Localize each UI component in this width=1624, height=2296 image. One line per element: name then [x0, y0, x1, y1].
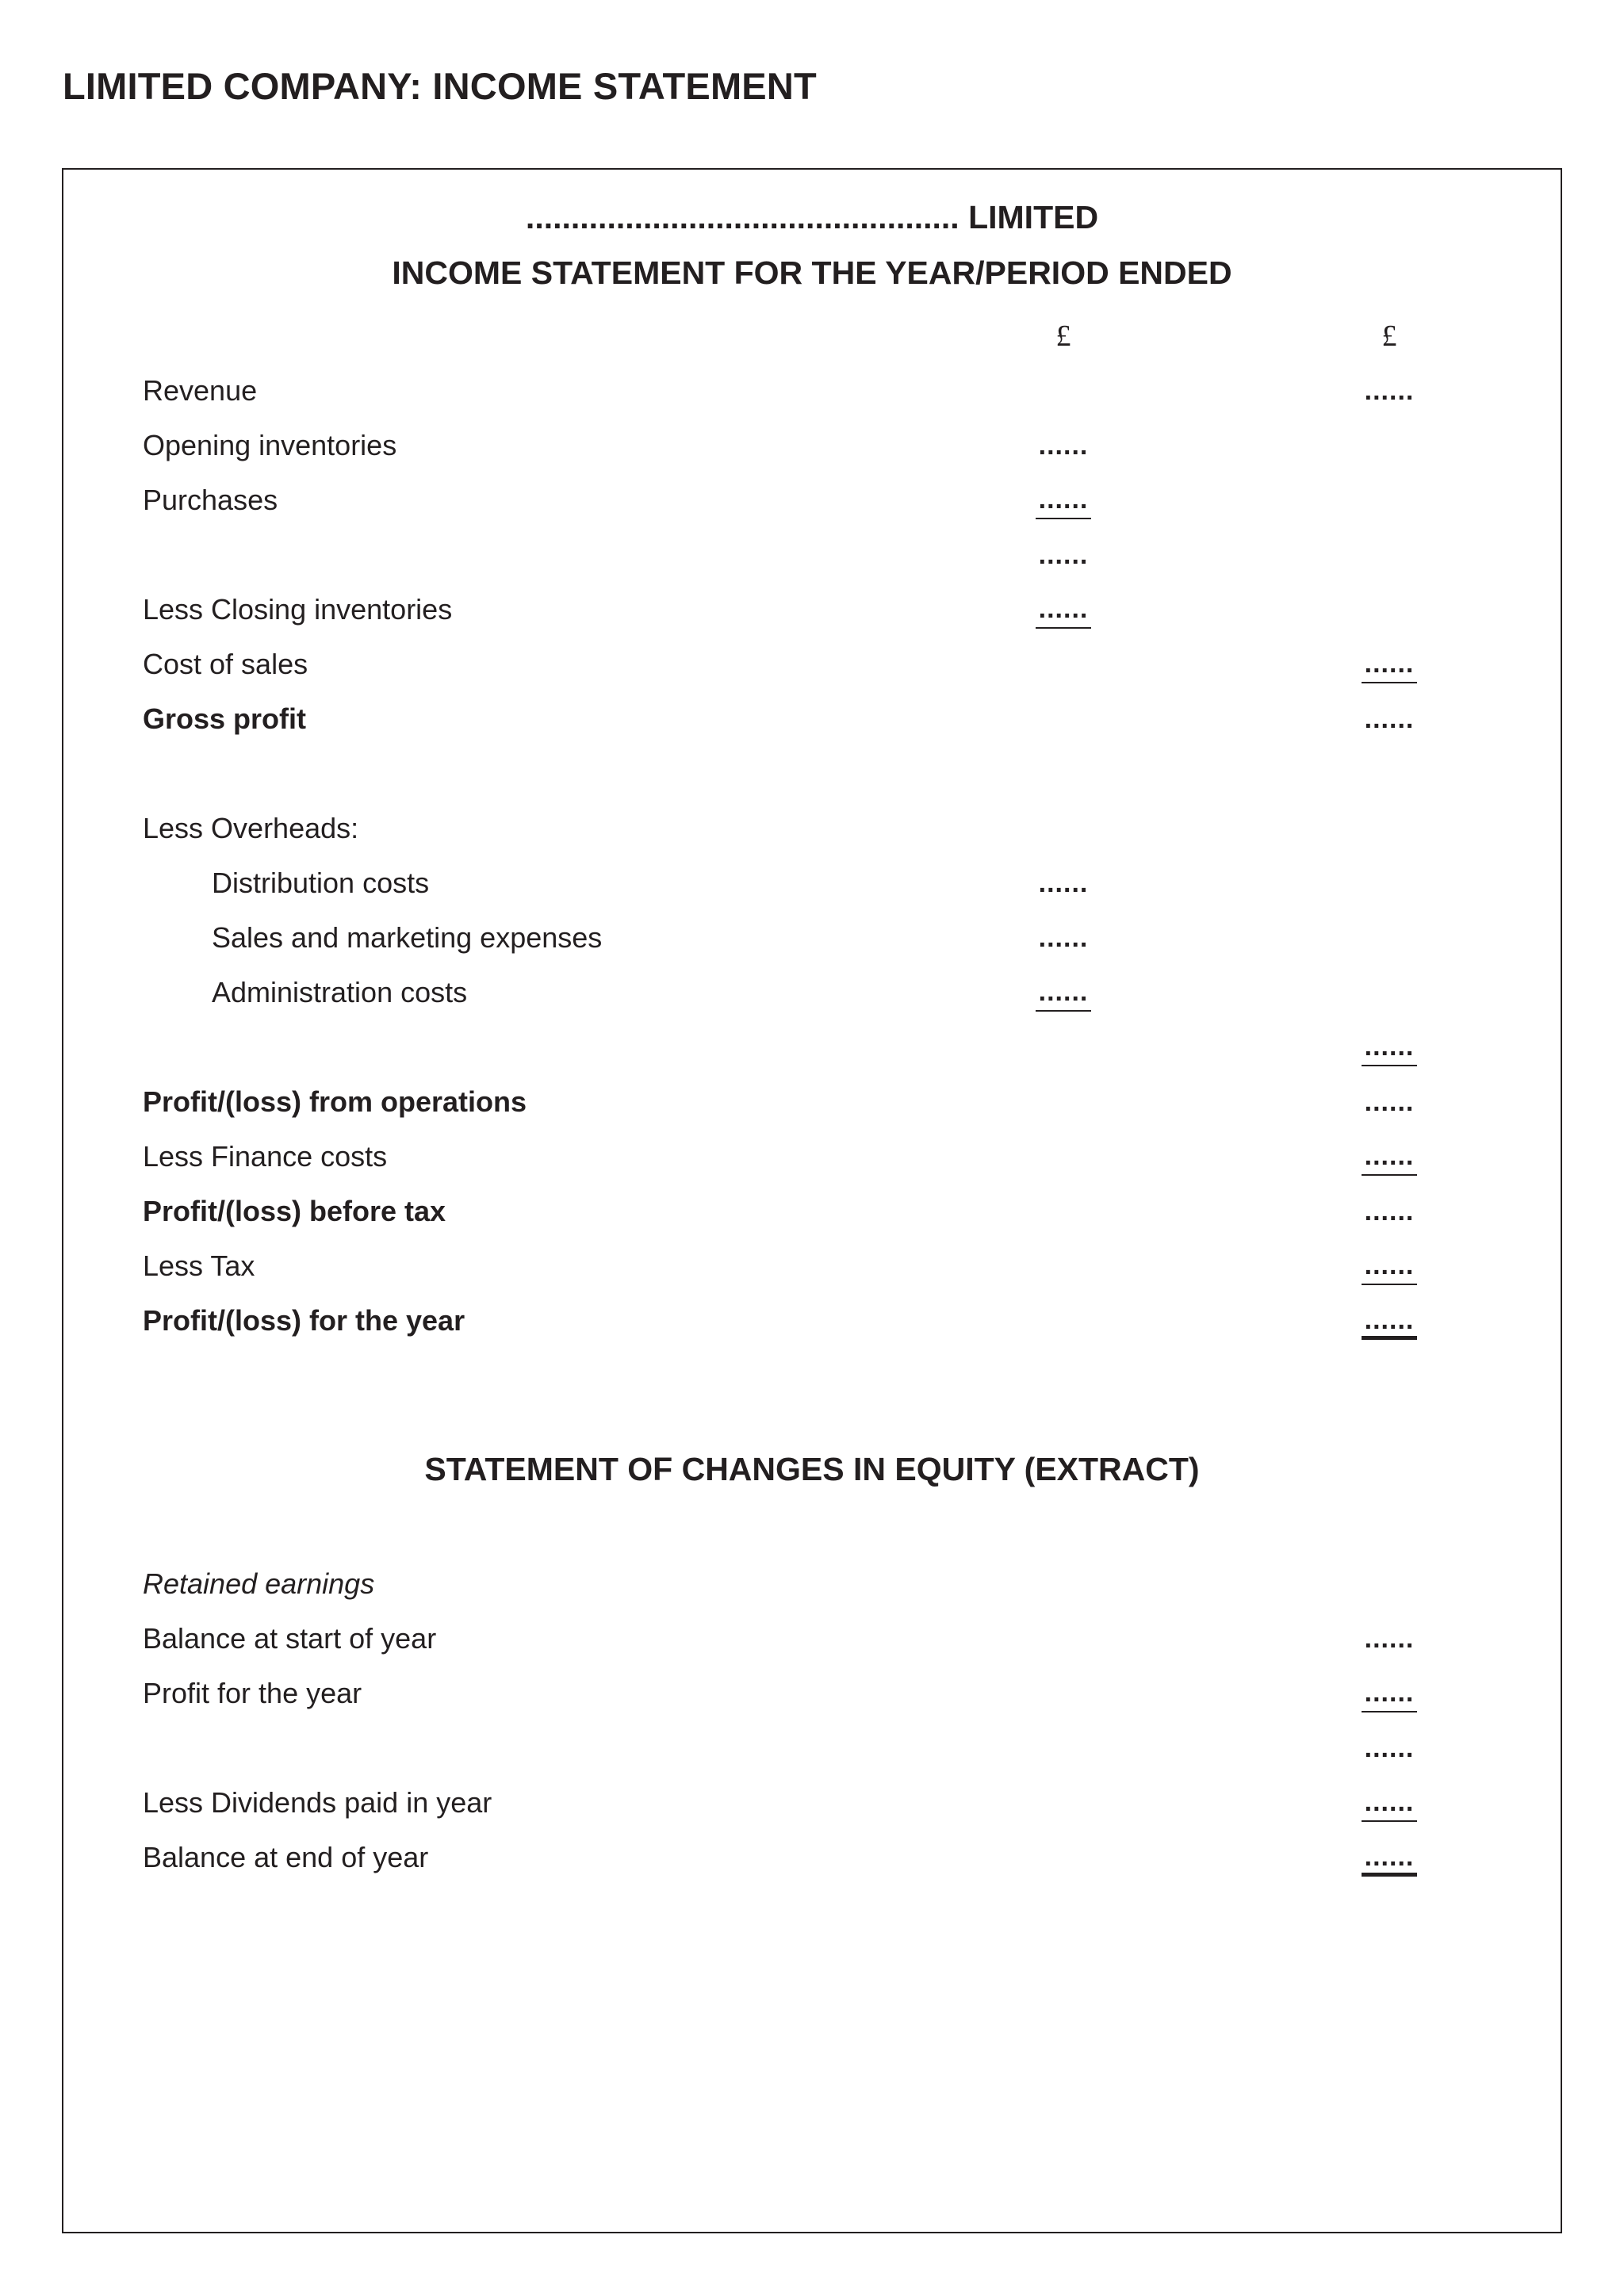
- row-closing-inventories: [63, 583, 1561, 637]
- amount-col2: ......: [1362, 1239, 1417, 1285]
- amount-col2: ......: [1362, 1130, 1417, 1176]
- amount-col2: ......: [1364, 1196, 1415, 1226]
- amount-col1: ......: [1036, 473, 1091, 519]
- row-cost-of-sales: [63, 637, 1561, 691]
- row-label: Less Finance costs: [143, 1140, 388, 1173]
- row-label: Gross profit: [143, 702, 307, 735]
- amount-col2: ......: [1362, 1776, 1417, 1822]
- row-profit-from-operations: [63, 1075, 1561, 1129]
- income-statement-title: INCOME STATEMENT FOR THE YEAR/PERIOD ENDED: [392, 254, 1232, 291]
- row-profit-for-year: [63, 1294, 1561, 1348]
- row-distribution-costs: [63, 856, 1561, 910]
- amount-col2: ......: [1362, 1294, 1417, 1340]
- amount-col2: ......: [1364, 1733, 1415, 1763]
- row-label: Profit/(loss) from operations: [143, 1085, 527, 1118]
- amount-col2: ......: [1364, 376, 1415, 406]
- row-label: Retained earnings: [143, 1567, 375, 1600]
- row-profit-for-the-year: [63, 1667, 1561, 1720]
- row-label: Less Closing inventories: [143, 593, 453, 626]
- row-equity-subtotal: [63, 1721, 1561, 1775]
- row-label: Profit/(loss) before tax: [143, 1195, 446, 1227]
- row-purchases: [63, 473, 1561, 527]
- row-label: Sales and marketing expenses: [212, 921, 603, 954]
- company-name-line: ................................................ LIMITED: [525, 199, 1099, 235]
- amount-col2: ......: [1362, 1020, 1417, 1066]
- row-label: Distribution costs: [212, 867, 430, 899]
- equity-statement-title: STATEMENT OF CHANGES IN EQUITY (EXTRACT): [424, 1451, 1200, 1487]
- row-label: Cost of sales: [143, 648, 308, 680]
- statement-frame: [62, 168, 1562, 2233]
- row-label: Balance at end of year: [143, 1841, 429, 1873]
- amount-col2: ......: [1364, 1087, 1415, 1117]
- row-label: Less Tax: [143, 1249, 255, 1282]
- row-overheads-total: [63, 1020, 1561, 1074]
- row-label: Profit for the year: [143, 1677, 362, 1709]
- row-sales-marketing: [63, 911, 1561, 965]
- pound-symbol-col1: £: [1055, 320, 1071, 353]
- amount-col1: ......: [1036, 583, 1091, 629]
- row-finance-costs: [63, 1130, 1561, 1184]
- row-label: Less Dividends paid in year: [143, 1786, 492, 1819]
- row-revenue: [63, 364, 1561, 418]
- row-balance-start: [63, 1612, 1561, 1666]
- row-label: Profit/(loss) for the year: [143, 1304, 465, 1337]
- row-label: Less Overheads:: [143, 812, 359, 844]
- amount-col2: ......: [1364, 1624, 1415, 1654]
- amount-col1: ......: [1038, 430, 1089, 461]
- row-label: Opening inventories: [143, 429, 397, 461]
- amount-col2: ......: [1362, 637, 1417, 683]
- page-heading: LIMITED COMPANY: INCOME STATEMENT: [63, 65, 817, 107]
- row-less-overheads: [63, 802, 1561, 855]
- row-retained-earnings: [63, 1557, 1561, 1611]
- currency-header-row: [63, 309, 1561, 363]
- row-label: Purchases: [143, 484, 278, 516]
- row-opening-inventories: [63, 419, 1561, 473]
- amount-col2: ......: [1364, 704, 1415, 734]
- row-profit-before-tax: [63, 1184, 1561, 1238]
- amount-col1: ......: [1038, 540, 1089, 570]
- amount-col2: ......: [1362, 1667, 1417, 1712]
- amount-col2: ......: [1362, 1831, 1417, 1877]
- row-balance-end: [63, 1831, 1561, 1885]
- row-administration-costs: [63, 966, 1561, 1020]
- amount-col1: ......: [1038, 923, 1089, 953]
- row-subtotal-inventories: [63, 528, 1561, 582]
- amount-col1: ......: [1038, 868, 1089, 898]
- row-less-tax: [63, 1239, 1561, 1293]
- amount-col1: ......: [1036, 966, 1091, 1012]
- row-gross-profit: [63, 692, 1561, 746]
- row-label: Revenue: [143, 374, 258, 407]
- row-label: Balance at start of year: [143, 1622, 437, 1655]
- row-dividends: [63, 1776, 1561, 1830]
- pound-symbol-col2: £: [1381, 320, 1397, 353]
- row-label: Administration costs: [212, 976, 468, 1008]
